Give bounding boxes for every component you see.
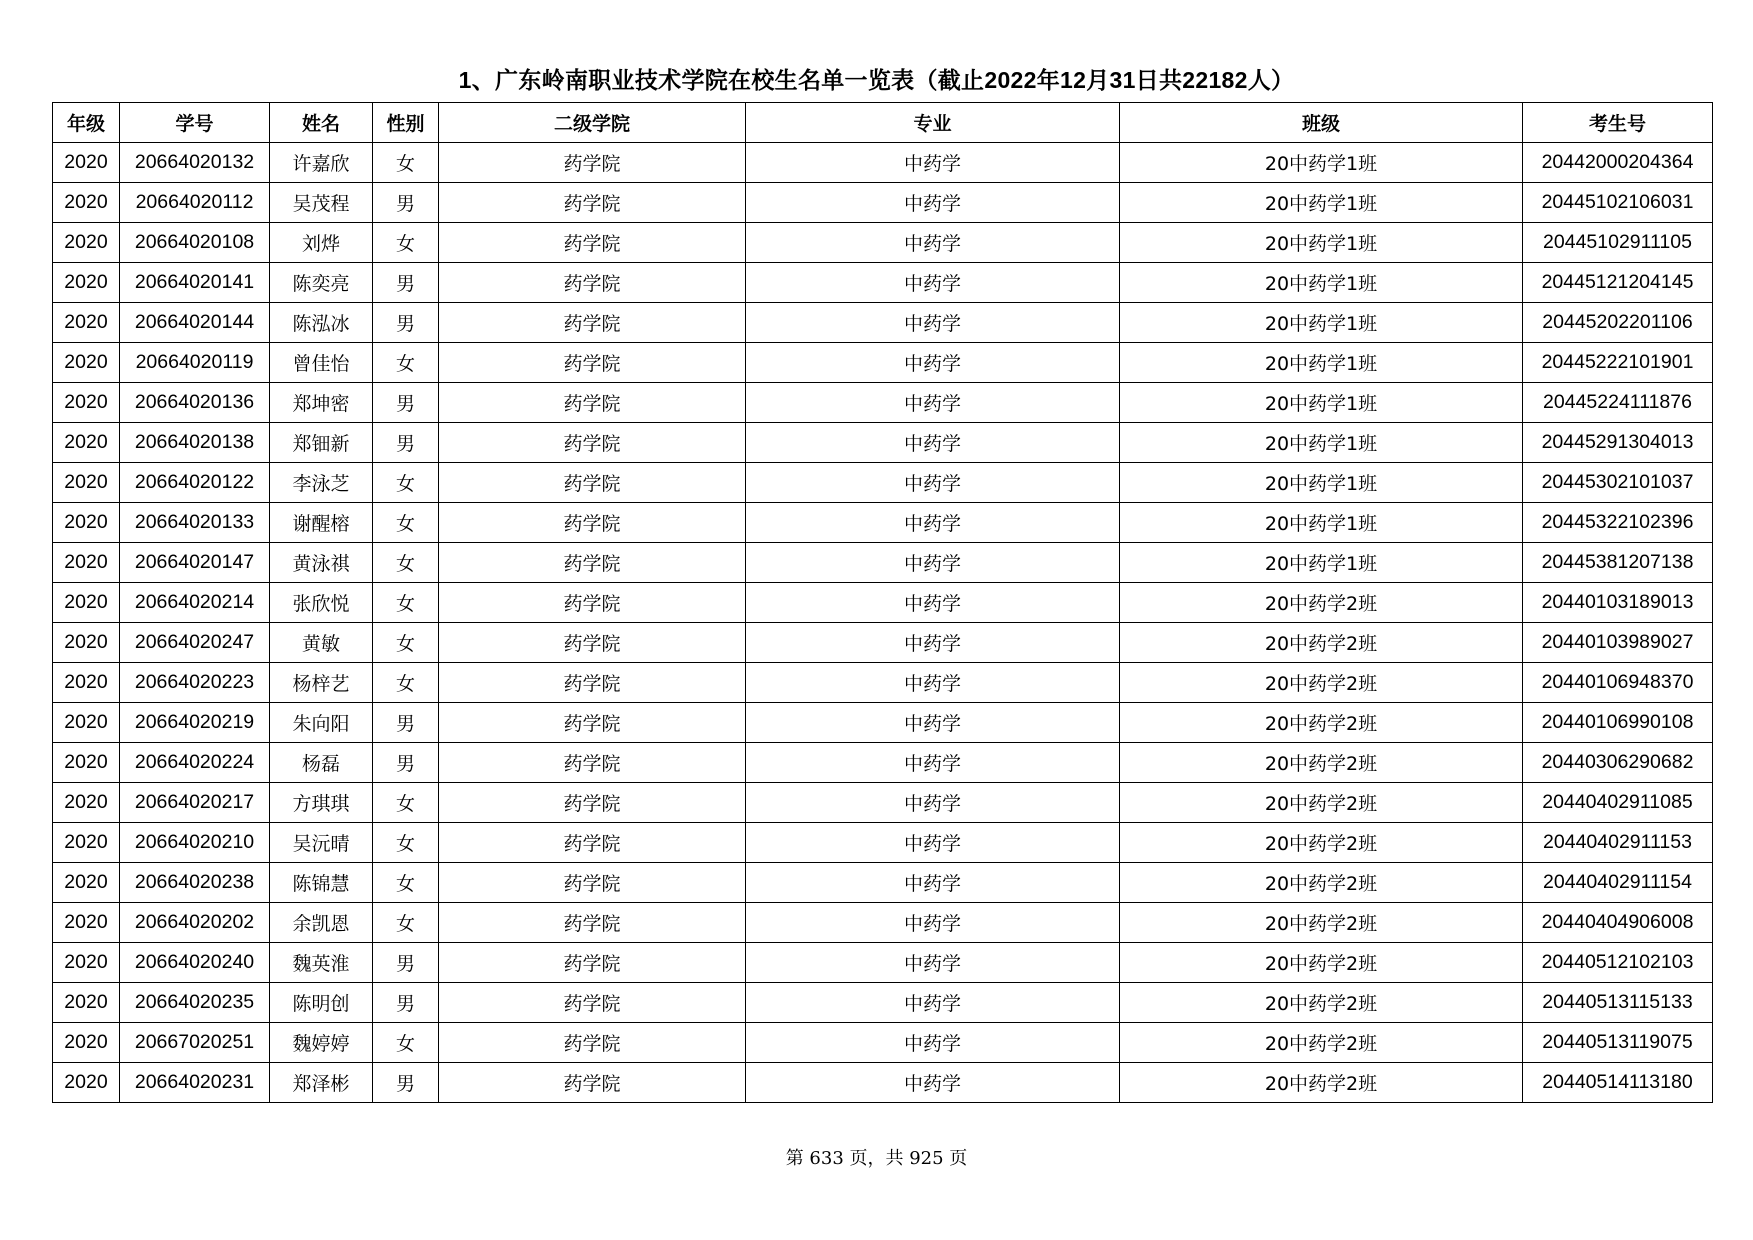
cell-major: 中药学: [746, 783, 1120, 823]
cell-college: 药学院: [439, 863, 746, 903]
cell-exam-number: 20440103989027: [1523, 623, 1713, 663]
cell-gender: 男: [373, 743, 439, 783]
cell-major: 中药学: [746, 463, 1120, 503]
cell-class: 20中药学2班: [1120, 743, 1523, 783]
cell-gender: 男: [373, 303, 439, 343]
cell-class: 20中药学1班: [1120, 423, 1523, 463]
cell-exam-number: 20440514113180: [1523, 1063, 1713, 1103]
cell-exam-number: 20440512102103: [1523, 943, 1713, 983]
cell-major: 中药学: [746, 743, 1120, 783]
cell-class: 20中药学1班: [1120, 383, 1523, 423]
cell-exam-number: 20445224111876: [1523, 383, 1713, 423]
table-row: [53, 943, 1713, 983]
cell-major: 中药学: [746, 623, 1120, 663]
table-row: [53, 303, 1713, 343]
cell-name: 杨梓艺: [270, 663, 373, 703]
cell-name: 郑坤密: [270, 383, 373, 423]
cell-name: 杨磊: [270, 743, 373, 783]
cell-major: 中药学: [746, 1023, 1120, 1063]
cell-gender: 女: [373, 223, 439, 263]
cell-college: 药学院: [439, 183, 746, 223]
cell-college: 药学院: [439, 223, 746, 263]
cell-gender: 女: [373, 623, 439, 663]
cell-gender: 女: [373, 863, 439, 903]
cell-class: 20中药学1班: [1120, 143, 1523, 183]
cell-grade: 2020: [53, 183, 120, 223]
cell-major: 中药学: [746, 503, 1120, 543]
cell-grade: 2020: [53, 303, 120, 343]
cell-major: 中药学: [746, 583, 1120, 623]
cell-student-id: 20664020235: [120, 983, 270, 1023]
cell-gender: 男: [373, 1063, 439, 1103]
cell-class: 20中药学2班: [1120, 783, 1523, 823]
cell-gender: 男: [373, 423, 439, 463]
cell-class: 20中药学1班: [1120, 503, 1523, 543]
cell-exam-number: 20445102106031: [1523, 183, 1713, 223]
cell-student-id: 20664020223: [120, 663, 270, 703]
cell-grade: 2020: [53, 383, 120, 423]
header-major: 专业: [746, 103, 1120, 143]
cell-exam-number: 20445291304013: [1523, 423, 1713, 463]
cell-student-id: 20664020119: [120, 343, 270, 383]
cell-name: 陈奕亮: [270, 263, 373, 303]
table-row: [53, 1063, 1713, 1103]
cell-exam-number: 20440402911085: [1523, 783, 1713, 823]
cell-student-id: 20664020141: [120, 263, 270, 303]
cell-student-id: 20664020210: [120, 823, 270, 863]
cell-college: 药学院: [439, 383, 746, 423]
table-row: [53, 543, 1713, 583]
cell-gender: 男: [373, 183, 439, 223]
cell-student-id: 20664020132: [120, 143, 270, 183]
table-row: [53, 903, 1713, 943]
cell-exam-number: 20440106948370: [1523, 663, 1713, 703]
cell-exam-number: 20445121204145: [1523, 263, 1713, 303]
cell-name: 郑钿新: [270, 423, 373, 463]
cell-grade: 2020: [53, 743, 120, 783]
table-row: [53, 463, 1713, 503]
cell-name: 吴沅晴: [270, 823, 373, 863]
header-class: 班级: [1120, 103, 1523, 143]
cell-student-id: 20664020147: [120, 543, 270, 583]
cell-class: 20中药学2班: [1120, 703, 1523, 743]
document-title: 1、广东岭南职业技术学院在校生名单一览表（截止2022年12月31日共22182人）: [458, 67, 1295, 93]
cell-major: 中药学: [746, 663, 1120, 703]
cell-major: 中药学: [746, 543, 1120, 583]
cell-grade: 2020: [53, 943, 120, 983]
cell-class: 20中药学2班: [1120, 823, 1523, 863]
cell-exam-number: 20445302101037: [1523, 463, 1713, 503]
cell-gender: 女: [373, 783, 439, 823]
cell-major: 中药学: [746, 943, 1120, 983]
cell-exam-number: 20440106990108: [1523, 703, 1713, 743]
cell-name: 余凯恩: [270, 903, 373, 943]
cell-class: 20中药学2班: [1120, 1023, 1523, 1063]
cell-exam-number: 20445222101901: [1523, 343, 1713, 383]
cell-grade: 2020: [53, 823, 120, 863]
cell-name: 陈泓冰: [270, 303, 373, 343]
cell-college: 药学院: [439, 263, 746, 303]
cell-exam-number: 20442000204364: [1523, 143, 1713, 183]
table-row: [53, 383, 1713, 423]
cell-name: 魏婷婷: [270, 1023, 373, 1063]
cell-grade: 2020: [53, 703, 120, 743]
cell-gender: 男: [373, 263, 439, 303]
cell-grade: 2020: [53, 903, 120, 943]
cell-grade: 2020: [53, 423, 120, 463]
cell-gender: 男: [373, 703, 439, 743]
cell-major: 中药学: [746, 263, 1120, 303]
table-row: [53, 343, 1713, 383]
header-student-id: 学号: [120, 103, 270, 143]
cell-grade: 2020: [53, 623, 120, 663]
table-row: [53, 983, 1713, 1023]
cell-college: 药学院: [439, 303, 746, 343]
cell-major: 中药学: [746, 223, 1120, 263]
cell-grade: 2020: [53, 863, 120, 903]
cell-class: 20中药学2班: [1120, 983, 1523, 1023]
cell-class: 20中药学1班: [1120, 543, 1523, 583]
cell-student-id: 20664020240: [120, 943, 270, 983]
cell-grade: 2020: [53, 343, 120, 383]
cell-major: 中药学: [746, 143, 1120, 183]
table-row: [53, 823, 1713, 863]
cell-exam-number: 20440402911154: [1523, 863, 1713, 903]
cell-major: 中药学: [746, 983, 1120, 1023]
cell-name: 方琪琪: [270, 783, 373, 823]
table-row: [53, 623, 1713, 663]
cell-name: 黄敏: [270, 623, 373, 663]
cell-major: 中药学: [746, 303, 1120, 343]
table-row: [53, 783, 1713, 823]
cell-grade: 2020: [53, 543, 120, 583]
header-exam-number: 考生号: [1523, 103, 1713, 143]
cell-class: 20中药学2班: [1120, 903, 1523, 943]
cell-class: 20中药学1班: [1120, 343, 1523, 383]
cell-major: 中药学: [746, 423, 1120, 463]
cell-gender: 女: [373, 463, 439, 503]
table-row: [53, 503, 1713, 543]
cell-exam-number: 20440402911153: [1523, 823, 1713, 863]
header-gender: 性别: [373, 103, 439, 143]
cell-major: 中药学: [746, 703, 1120, 743]
cell-exam-number: 20440103189013: [1523, 583, 1713, 623]
cell-gender: 男: [373, 943, 439, 983]
cell-college: 药学院: [439, 503, 746, 543]
cell-gender: 女: [373, 583, 439, 623]
cell-grade: 2020: [53, 263, 120, 303]
cell-exam-number: 20440404906008: [1523, 903, 1713, 943]
cell-exam-number: 20440513115133: [1523, 983, 1713, 1023]
table-row: [53, 263, 1713, 303]
cell-grade: 2020: [53, 1063, 120, 1103]
cell-gender: 女: [373, 823, 439, 863]
cell-grade: 2020: [53, 783, 120, 823]
table-row: [53, 1023, 1713, 1063]
cell-gender: 女: [373, 343, 439, 383]
cell-college: 药学院: [439, 663, 746, 703]
cell-gender: 女: [373, 663, 439, 703]
cell-name: 刘烨: [270, 223, 373, 263]
cell-grade: 2020: [53, 983, 120, 1023]
cell-class: 20中药学1班: [1120, 263, 1523, 303]
cell-student-id: 20664020238: [120, 863, 270, 903]
cell-class: 20中药学2班: [1120, 583, 1523, 623]
cell-college: 药学院: [439, 903, 746, 943]
cell-exam-number: 20445322102396: [1523, 503, 1713, 543]
cell-college: 药学院: [439, 143, 746, 183]
cell-name: 许嘉欣: [270, 143, 373, 183]
cell-exam-number: 20445202201106: [1523, 303, 1713, 343]
cell-college: 药学院: [439, 543, 746, 583]
cell-class: 20中药学1班: [1120, 303, 1523, 343]
cell-college: 药学院: [439, 703, 746, 743]
cell-gender: 女: [373, 503, 439, 543]
cell-college: 药学院: [439, 343, 746, 383]
table-row: [53, 423, 1713, 463]
cell-grade: 2020: [53, 223, 120, 263]
cell-major: 中药学: [746, 823, 1120, 863]
cell-class: 20中药学1班: [1120, 223, 1523, 263]
cell-name: 陈锦慧: [270, 863, 373, 903]
cell-name: 吴茂程: [270, 183, 373, 223]
cell-grade: 2020: [53, 1023, 120, 1063]
cell-college: 药学院: [439, 623, 746, 663]
cell-name: 曾佳怡: [270, 343, 373, 383]
cell-college: 药学院: [439, 423, 746, 463]
cell-student-id: 20664020138: [120, 423, 270, 463]
table-row: [53, 703, 1713, 743]
cell-class: 20中药学1班: [1120, 183, 1523, 223]
cell-college: 药学院: [439, 583, 746, 623]
cell-grade: 2020: [53, 503, 120, 543]
cell-college: 药学院: [439, 1063, 746, 1103]
cell-class: 20中药学2班: [1120, 1063, 1523, 1103]
table-row: [53, 663, 1713, 703]
header-college: 二级学院: [439, 103, 746, 143]
cell-student-id: 20664020219: [120, 703, 270, 743]
cell-name: 朱向阳: [270, 703, 373, 743]
cell-major: 中药学: [746, 863, 1120, 903]
header-name: 姓名: [270, 103, 373, 143]
cell-college: 药学院: [439, 823, 746, 863]
cell-exam-number: 20440306290682: [1523, 743, 1713, 783]
cell-class: 20中药学1班: [1120, 463, 1523, 503]
cell-gender: 男: [373, 983, 439, 1023]
table-row: [53, 143, 1713, 183]
cell-class: 20中药学2班: [1120, 623, 1523, 663]
cell-grade: 2020: [53, 583, 120, 623]
cell-gender: 女: [373, 143, 439, 183]
cell-student-id: 20664020112: [120, 183, 270, 223]
table-header-row: [53, 103, 1713, 143]
header-grade: 年级: [53, 103, 120, 143]
cell-grade: 2020: [53, 143, 120, 183]
cell-student-id: 20664020247: [120, 623, 270, 663]
student-roster-table: [52, 102, 1713, 1103]
table-row: [53, 223, 1713, 263]
cell-student-id: 20664020122: [120, 463, 270, 503]
cell-exam-number: 20445381207138: [1523, 543, 1713, 583]
cell-class: 20中药学2班: [1120, 663, 1523, 703]
cell-grade: 2020: [53, 663, 120, 703]
cell-student-id: 20664020108: [120, 223, 270, 263]
cell-name: 郑泽彬: [270, 1063, 373, 1103]
cell-major: 中药学: [746, 1063, 1120, 1103]
cell-college: 药学院: [439, 463, 746, 503]
cell-name: 谢醒榕: [270, 503, 373, 543]
cell-student-id: 20664020217: [120, 783, 270, 823]
cell-college: 药学院: [439, 983, 746, 1023]
cell-exam-number: 20440513119075: [1523, 1023, 1713, 1063]
cell-college: 药学院: [439, 943, 746, 983]
cell-student-id: 20664020214: [120, 583, 270, 623]
cell-student-id: 20664020136: [120, 383, 270, 423]
table-row: [53, 583, 1713, 623]
cell-gender: 男: [373, 383, 439, 423]
cell-exam-number: 20445102911105: [1523, 223, 1713, 263]
cell-class: 20中药学2班: [1120, 863, 1523, 903]
cell-class: 20中药学2班: [1120, 943, 1523, 983]
cell-gender: 女: [373, 543, 439, 583]
table-row: [53, 743, 1713, 783]
cell-gender: 女: [373, 903, 439, 943]
cell-college: 药学院: [439, 743, 746, 783]
cell-student-id: 20664020224: [120, 743, 270, 783]
table-body: [53, 143, 1713, 1103]
cell-grade: 2020: [53, 463, 120, 503]
cell-major: 中药学: [746, 183, 1120, 223]
cell-student-id: 20664020144: [120, 303, 270, 343]
cell-college: 药学院: [439, 783, 746, 823]
cell-major: 中药学: [746, 383, 1120, 423]
table-row: [53, 863, 1713, 903]
cell-student-id: 20664020133: [120, 503, 270, 543]
cell-gender: 女: [373, 1023, 439, 1063]
cell-major: 中药学: [746, 903, 1120, 943]
cell-name: 李泳芝: [270, 463, 373, 503]
page-footer: 第 633 页，共 925 页: [785, 1148, 968, 1169]
cell-student-id: 20664020202: [120, 903, 270, 943]
cell-name: 黄泳祺: [270, 543, 373, 583]
table-row: [53, 183, 1713, 223]
cell-student-id: 20664020231: [120, 1063, 270, 1103]
cell-name: 张欣悦: [270, 583, 373, 623]
cell-student-id: 20667020251: [120, 1023, 270, 1063]
cell-major: 中药学: [746, 343, 1120, 383]
cell-name: 陈明创: [270, 983, 373, 1023]
cell-name: 魏英淮: [270, 943, 373, 983]
cell-college: 药学院: [439, 1023, 746, 1063]
